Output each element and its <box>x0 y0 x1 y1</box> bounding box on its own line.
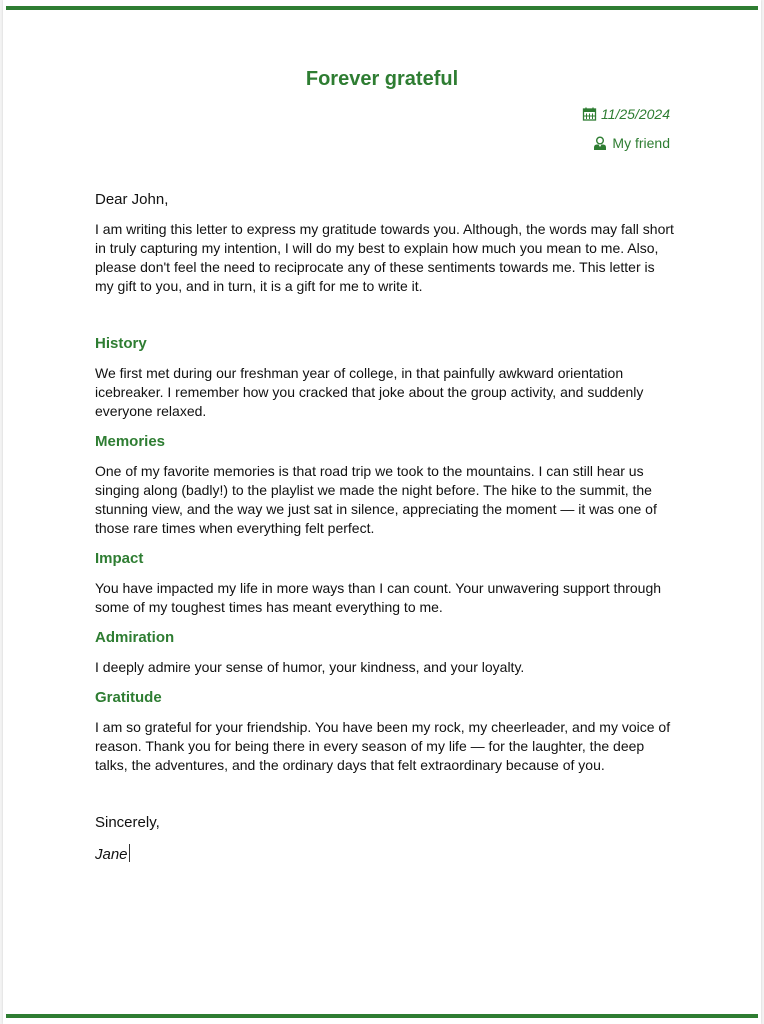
top-accent-rule <box>6 6 758 10</box>
signature: Jane <box>95 846 128 863</box>
section-text: I am so grateful for your friendship. You have been my rock, my cheerleader, and my voice of reason. Thank you for being there in every season of my life — for the laughter, the deep talks, the adventures, and the ordinary days that felt extraordinary because of you. <box>95 719 671 773</box>
section-heading: Impact <box>95 550 144 567</box>
document-page <box>3 0 761 1024</box>
closing: Sincerely, <box>95 814 160 831</box>
calendar-icon <box>582 107 597 121</box>
section-heading: Memories <box>95 433 166 450</box>
section-admiration <box>95 628 675 677</box>
section-text: You have impacted my life in more ways than I can count. Your unwavering support through some of my toughest times has meant everything to me. <box>95 580 662 615</box>
section-impact <box>95 549 675 617</box>
signature-line[interactable] <box>95 844 675 865</box>
section-text: We first met during our freshman year of college, in that painfully awkward orientation icebreaker. I remember how you cracked that joke about the group activity, and suddenly everyone relaxed. <box>95 365 644 419</box>
section-heading: History <box>95 335 147 352</box>
letter-recipient[interactable] <box>592 134 670 152</box>
section-heading: Gratitude <box>95 689 162 706</box>
person-icon <box>592 136 608 151</box>
date-text: 11/25/2024 <box>600 106 670 122</box>
letter-body[interactable] <box>95 190 675 865</box>
bottom-accent-rule <box>6 1014 758 1018</box>
letter-date[interactable] <box>582 105 670 123</box>
intro-paragraph: I am writing this letter to express my gratitude towards you. Although, the words may fall short in truly capturing my intention, I will do my best to explain how much you mean to me. Also, please don't feel the need to reciprocate any of these sentiments towards me. This letter is my gift to you, and in turn, it is a gift for me to write it. <box>95 221 674 294</box>
text-cursor <box>129 844 130 862</box>
recipient-text: My friend <box>612 135 670 151</box>
salutation: Dear John, <box>95 191 169 208</box>
section-heading: Admiration <box>95 629 175 646</box>
section-history <box>95 334 675 421</box>
section-text: One of my favorite memories is that road trip we took to the mountains. I can still hear us singing along (badly!) to the playlist we made the night before. The hike to the summit, the stunning view, and the way we just sat in silence, appreciating the moment — it was one of those rare times when everything felt perfect. <box>95 463 657 536</box>
section-text: I deeply admire your sense of humor, your kindness, and your loyalty. <box>95 659 525 675</box>
section-memories <box>95 432 675 538</box>
section-gratitude <box>95 688 675 775</box>
letter-title[interactable]: Forever grateful <box>305 68 459 90</box>
